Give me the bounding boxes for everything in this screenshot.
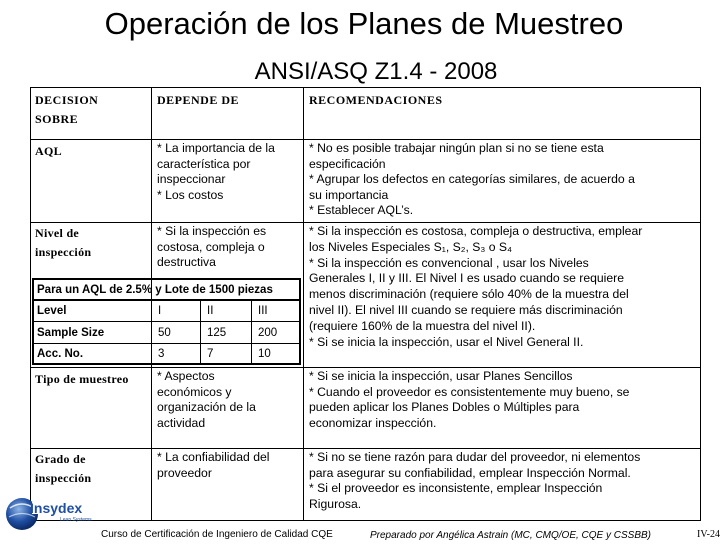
row-tipo-depende: * Aspectos económicos y organización de la actividad <box>157 369 256 430</box>
footer-prepared-by: Preparado por Angélica Astrain (MC, CMQ/OE, CQE y CSSBB) <box>370 530 652 541</box>
logo-tagline: Lean Systems <box>60 517 92 523</box>
row-tipo-recomendaciones: * Si se inicia la inspección, usar Planes Sencillos * Cuando el proveedor es consistentemente muy bueno, se pueden aplicar los Planes Dobles o Múltiples para economizar inspección. <box>309 369 630 430</box>
row-nivel-recomendaciones: * Si la inspección es costosa, compleja o destructiva, emplear los Niveles Especiales S₁, S₂, S₃ o S₄ * Si la inspección es convencional , usar los Niveles Generales I, II y III. El Nivel I es usado cuando se requiere menos discriminación (requiere sólo 40% de la muestra del nivel II). El nivel III cuando se requiere más discriminación (requiere 160% de la muestra del nivel II). * Si se inicia la inspección, usar el Nivel General II. <box>309 224 643 349</box>
page-subtitle: ANSI/ASQ Z1.4 - 2008 <box>254 58 498 85</box>
row-grado-decision: Grado de inspección <box>35 452 92 485</box>
logo-name: Insydex <box>30 500 83 516</box>
row-nivel-decision: Nivel de inspección <box>35 226 92 259</box>
level-value: II <box>207 305 214 317</box>
aql-table-title: Para un AQL de 2.5% y Lote de 1500 piezas <box>37 284 273 296</box>
row-aql-depende: * La importancia de la característica por inspeccionar * Los costos <box>157 141 275 202</box>
insydex-logo <box>4 486 94 542</box>
row-grado-recomendaciones: * Si no se tiene razón para dudar del proveedor, ni elementos para asegurar su confiabilidad, emplear Inspección Normal. * Si el proveedor es inconsistente, emplear Inspección Rigurosa. <box>309 450 641 511</box>
row-aql-recomendaciones: * No es posible trabajar ningún plan si no se tiene esta especificación * Agrupar los defectos en categorías similares, de acuerdo a su importancia * Establecer AQL’s. <box>309 141 635 218</box>
sample-size-value: 125 <box>207 327 227 339</box>
row-aql-decision: AQL <box>35 144 62 158</box>
acc-no-value: 3 <box>158 348 165 360</box>
level-label: Level <box>37 305 67 317</box>
sample-size-value: 50 <box>158 327 171 339</box>
header-depende: DEPENDE DE <box>157 93 240 107</box>
page-number: IV-24 <box>697 529 720 540</box>
level-value: III <box>258 305 268 317</box>
page-title: Operación de los Planes de Muestreo <box>104 6 624 41</box>
footer-course: Curso de Certificación de Ingeniero de Calidad CQE <box>101 529 333 540</box>
acc-no-value: 7 <box>207 348 214 360</box>
row-nivel-depende: * Si la inspección es costosa, compleja o destructiva <box>157 224 267 270</box>
row-grado-depende: * La confiabilidad del proveedor <box>157 450 270 480</box>
sample-size-value: 200 <box>258 327 278 339</box>
header-recomendaciones: RECOMENDACIONES <box>309 93 443 107</box>
sample-size-label: Sample Size <box>37 327 105 339</box>
acc-no-label: Acc. No. <box>37 348 84 360</box>
row-tipo-decision: Tipo de muestreo <box>35 372 129 386</box>
level-value: I <box>158 305 162 317</box>
header-decision: DECISION SOBRE <box>35 93 99 126</box>
acc-no-value: 10 <box>258 348 271 360</box>
